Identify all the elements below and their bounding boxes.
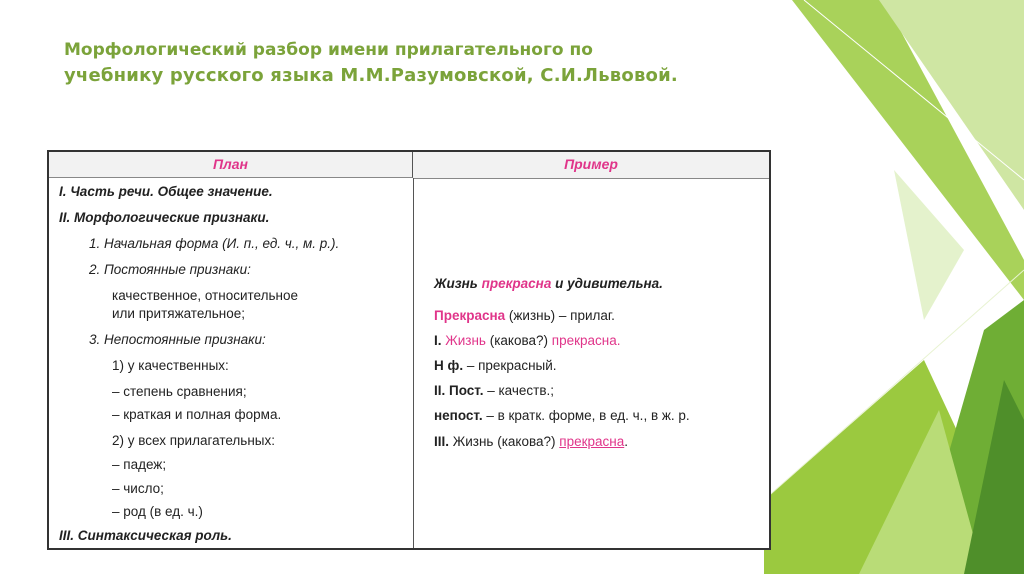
plan-line: II. Морфологические признаки. (59, 210, 270, 225)
plan-line: – род (в ед. ч.) (112, 504, 203, 519)
header-plan: План (49, 152, 413, 178)
plan-line: 3. Непостоянные признаки: (89, 332, 266, 347)
plan-line: 1) у качественных: (112, 358, 229, 373)
title-line-1: Морфологический разбор имени прилагательного по (64, 40, 593, 60)
example-sentence: Жизнь прекрасна и удивительна. (434, 276, 663, 291)
column-divider (413, 178, 414, 548)
plan-line: 1. Начальная форма (И. п., ед. ч., м. р.). (89, 236, 340, 251)
title-line-2: учебнику русского языка М.М.Разумовской, С.И.Львовой. (64, 65, 678, 86)
plan-line: – падеж; (112, 457, 167, 472)
decorative-green-shapes (764, 0, 1024, 574)
example-line: Прекрасна (жизнь) – прилаг. (434, 308, 615, 323)
example-line: I. Жизнь (какова?) прекрасна. (434, 333, 621, 348)
example-line: непост. – в кратк. форме, в ед. ч., в ж. р. (434, 408, 690, 423)
parsing-table (47, 150, 771, 550)
example-line: II. Пост. – качеств.; (434, 383, 555, 398)
example-line: III. Жизнь (какова?) прекрасна. (434, 434, 628, 449)
plan-line: – краткая и полная форма. (112, 407, 282, 422)
header-example: Пример (413, 152, 769, 179)
plan-line: 2. Постоянные признаки: (89, 262, 251, 277)
slide-title (64, 38, 764, 88)
plan-line: 2) у всех прилагательных: (112, 433, 275, 448)
plan-line: – число; (112, 481, 164, 496)
plan-line: – степень сравнения; (112, 384, 247, 399)
example-line: Н ф. – прекрасный. (434, 358, 557, 373)
plan-line: I. Часть речи. Общее значение. (59, 184, 273, 199)
plan-line: качественное, относительное (112, 288, 298, 303)
plan-line: или притяжательное; (112, 306, 246, 321)
plan-line: III. Синтаксическая роль. (59, 528, 232, 543)
